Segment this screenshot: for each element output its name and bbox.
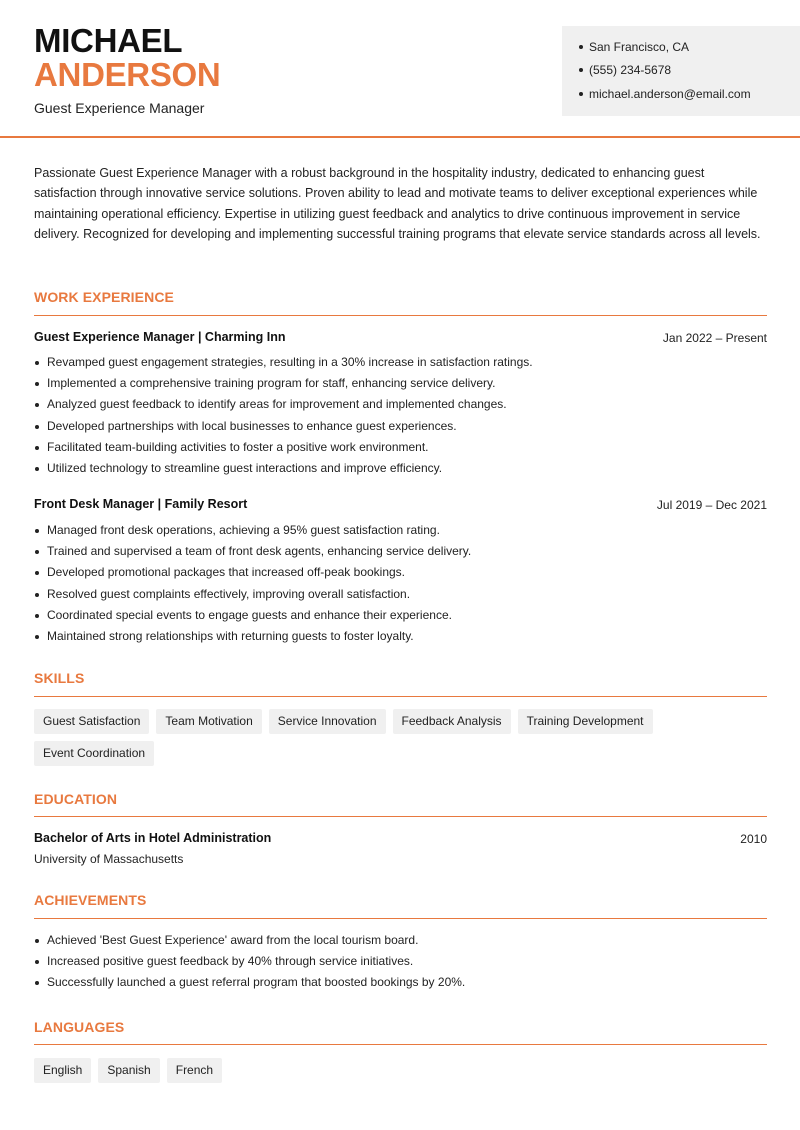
skill-tag: Guest Satisfaction bbox=[34, 709, 149, 734]
bullet-icon bbox=[579, 45, 583, 49]
degree: Bachelor of Arts in Hotel Administration bbox=[34, 831, 272, 845]
languages-heading: LANGUAGES bbox=[34, 1019, 125, 1035]
job-title: Guest Experience Manager bbox=[34, 100, 205, 116]
skills-heading: SKILLS bbox=[34, 670, 85, 686]
first-name: MICHAEL bbox=[34, 22, 183, 59]
phone-text: (555) 234-5678 bbox=[589, 63, 672, 77]
language-tag: English bbox=[34, 1058, 91, 1083]
skill-tag: Training Development bbox=[518, 709, 653, 734]
list-item: Analyzed guest feedback to identify areas for improvement and implemented changes. bbox=[34, 394, 767, 415]
language-tag: Spanish bbox=[98, 1058, 159, 1083]
list-item: Managed front desk operations, achieving a 95% guest satisfaction rating. bbox=[34, 520, 767, 541]
job-dates-2: Jul 2019 – Dec 2021 bbox=[656, 498, 767, 512]
list-item: Coordinated special events to engage guests and enhance their experience. bbox=[34, 605, 767, 626]
work-experience-heading: WORK EXPERIENCE bbox=[34, 289, 174, 305]
resume-header bbox=[0, 0, 800, 138]
list-item: Resolved guest complaints effectively, improving overall satisfaction. bbox=[34, 584, 767, 605]
job-bullets-2 bbox=[34, 520, 767, 647]
email-text: michael.anderson@email.com bbox=[589, 87, 751, 101]
job-dates-1: Jan 2022 – Present bbox=[662, 331, 767, 345]
section-divider bbox=[34, 918, 767, 919]
skill-tag: Event Coordination bbox=[34, 741, 154, 766]
contact-box bbox=[562, 26, 800, 116]
skills-tags bbox=[34, 709, 767, 766]
school: University of Massachusetts bbox=[34, 852, 184, 866]
contact-location bbox=[579, 40, 689, 54]
section-divider bbox=[34, 315, 767, 316]
list-item: Utilized technology to streamline guest interactions and improve efficiency. bbox=[34, 458, 767, 479]
languages-tags bbox=[34, 1058, 767, 1083]
list-item: Developed partnerships with local businesses to enhance guest experiences. bbox=[34, 416, 767, 437]
summary: Passionate Guest Experience Manager with a robust background in the hospitality industry, dedicated to enhancing guest satisfaction through innovative service solutions. Proven ability to lead and motivate teams to deliver exceptional experiences while maintaining operational efficiency. Expertise in utilizing guest feedback and analytics to drive continuous improvement in service delivery. Recognized for developing and implementing successful training programs that elevate service standards across all levels. bbox=[34, 166, 761, 242]
achievements-list bbox=[34, 930, 767, 994]
contact-phone bbox=[579, 63, 671, 77]
skill-tag: Feedback Analysis bbox=[393, 709, 511, 734]
section-divider bbox=[34, 1044, 767, 1045]
list-item: Achieved 'Best Guest Experience' award from the local tourism board. bbox=[34, 930, 767, 951]
last-name: ANDERSON bbox=[34, 56, 221, 93]
list-item: Revamped guest engagement strategies, resulting in a 30% increase in satisfaction ratings. bbox=[34, 352, 767, 373]
list-item: Successfully launched a guest referral program that boosted bookings by 20%. bbox=[34, 972, 767, 993]
job-title-1: Guest Experience Manager | Charming Inn bbox=[34, 330, 286, 344]
job-bullets-1 bbox=[34, 352, 767, 479]
education-heading: EDUCATION bbox=[34, 791, 118, 807]
job-title-2: Front Desk Manager | Family Resort bbox=[34, 497, 248, 511]
language-tag: French bbox=[167, 1058, 222, 1083]
list-item: Implemented a comprehensive training program for staff, enhancing service delivery. bbox=[34, 373, 767, 394]
skill-tag: Service Innovation bbox=[269, 709, 386, 734]
list-item: Facilitated team-building activities to foster a positive work environment. bbox=[34, 437, 767, 458]
contact-email bbox=[579, 87, 751, 101]
bullet-icon bbox=[579, 92, 583, 96]
list-item: Trained and supervised a team of front desk agents, enhancing service delivery. bbox=[34, 541, 767, 562]
section-divider bbox=[34, 696, 767, 697]
list-item: Developed promotional packages that increased off-peak bookings. bbox=[34, 562, 767, 583]
list-item: Increased positive guest feedback by 40% through service initiatives. bbox=[34, 951, 767, 972]
graduation-year: 2010 bbox=[740, 832, 767, 846]
location-text: San Francisco, CA bbox=[589, 40, 690, 54]
bullet-icon bbox=[579, 68, 583, 72]
achievements-heading: ACHIEVEMENTS bbox=[34, 892, 147, 908]
list-item: Maintained strong relationships with returning guests to foster loyalty. bbox=[34, 626, 767, 647]
skill-tag: Team Motivation bbox=[156, 709, 261, 734]
section-divider bbox=[34, 816, 767, 817]
